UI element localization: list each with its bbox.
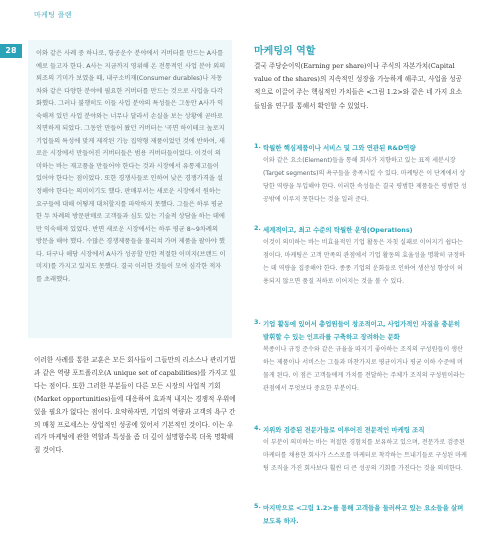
list-item-body: 복종이나 규정 준수와 같은 규율을 따지기 좋아하는 조직의 구성원들이 생산하는 제품이나 서비스는 그들과 마찬가지로 평균이거나 평균 이하 수준에 머물게 된다. 이 점은 고객들에게 가치를 전달하는 주체가 조직의 구성원이라는 관점에서 무엇보다 중요한 부분이다. [263,346,465,392]
list-item-heading: 마지막으로 <그림 1.2>를 통해 고객들을 둘러싸고 있는 요소들을 살펴보도록 하자. [263,504,464,525]
list-item-number: 2. [254,224,261,232]
list-item [254,424,468,476]
top-band [0,0,500,34]
list-item-body: 이것이 의미하는 바는 비효율적인 기업 활동은 자칫 실패로 이어지기 쉽다는 점이다. 마케팅은 고객 만족의 관점에서 기업 활동의 효율성을 명확히 규정하는 데 역량을 집중해야 한다. 종종 기업의 운화들로 인하여 생산성 향상이 허용되지 않으면 품질 저하로 이어지는 것을 볼 수 있다. [263,239,465,285]
list-item-number: 3. [254,318,261,326]
list-item [254,224,468,289]
list-item-heading: 지위와 검증된 전문가들로 이루어진 전문적인 마케팅 조직 [263,426,425,434]
list-item-number: 5. [254,502,261,510]
list-item [254,502,468,528]
list-item-number: 1. [254,142,261,150]
page-number: 28 [0,44,22,58]
case-study-text: 이와 같은 사례 중 하나로, 항공운수 분야에서 커버터를 만드는 A사를 예로 들고자 한다. A사는 지금까지 영위해 온 전통적인 사업 분야 외의 퇴조의 기미가 보였을 때, 내구소비재(Consumer durables)나 자동차와 같은 다양한 분야에 필요한 커버터를 만드는 것으로 사업을 다각화했다. 그러나 불행히도 이들 사업 분야의 특성들은 그동안 A사가 익숙해져 있던 사업 분야와는 너무나 달라서 손실을 보는 상황에 곧바로 직면하게 되었다. 그동안 만들어 왔던 커버터는 '곡면 하이테크 높로지 기업들의 특성에 맞게 제작된 기능 집약형 제품이었던 것에 반하여, 새로운 시장에서 만들어진 커버터들은 범용 커버터들이었다. 이것이 의미하는 바는 재고품을 만들어야 한다는 것과 시장에서 유통제고들이 있어야 한다는 점이었다. 또한 경쟁사들로 인하여 낮은 경쟁가격을 설정해야 한다는 의미이기도 했다. 판매부서는 새로운 시장에서 원하는 요구들에 대해 어떻게 대처할지를 파악하지 못했다. 그들은 하루 평균 한 두 차례의 방문판매로 고객들과 심도 있는 기술적 상담을 하는 데에만 익숙해져 있었다. 반면 새로운 시장에서는 하루 평균 8~9차례의 방문을 해야 했다. 수많은 경쟁제품들을 물리쳐 가며 제품을 팔아야 했다. 더구나 해당 시장에서 A사가 성공할 만한 적절한 이미지(브랜드 이미지)를 가지고 있지도 못했다. 결국 이러한 것들이 모여 심각한 적자를 초래했다. [36,50,226,283]
list-item-body: 이 부분이 의미하는 바는 적절한 경험치를 보유하고 있으며, 전문가로 검증된 마케터를 채용한 회사가 스스로를 마케터로 착각하는 트내기들로 구성된 마케팅 조직을 가진 회사보다 훨씬 더 큰 성공의 기회를 가진다는 것을 의미한다. [263,439,467,472]
intro-paragraph: 결국 주당순이익(Earning per share)이나 주식의 자본가치(Capital value of the shares)의 지속적인 성장을 가능하게 해주고, 사업을 성공적으로 이끌어 주는 핵심적인 가치들은 <그림 1.2>와 같은 네 가지 요소들임을 연구를 통해서 확인할 수 있었다. [254,62,463,110]
body-paragraph-left: 이러한 사례를 통한 교훈은 모든 회사들이 그들만의 리소스나 관리기법과 같은 역량 포트폴리오(A unique set of capabilities)를 가지고 있다는 점이다. 또한 그러한 부분들이 다른 모든 시장의 사업적 기회(Market opportunities)들에 대응하여 효과적 내지는 경쟁적 우위에 있을 필요가 없다는 점이다. 요약하자면, 기업의 역량과 고객의 욕구 간의 매칭 프로세스는 상업적인 성공에 있어서 기본적인 것이다. 이는 우리가 마케팅에 관한 역할과 특성을 좀 더 깊이 설명함수록 더욱 명확해질 것이다. [34,356,236,455]
list-item-body: 이와 같은 요소(Element)들을 통해 회사가 지향하고 있는 표적 세분시장(Target segments)의 욕구들을 충족시킬 수 있다. 마케팅은 이 단계에서 상당한 역량을 투입해야 한다. 이러한 속성들은 결국 평범한 제품들은 평범한 성공밖에 이루지 못한다는 것을 일러 준다. [263,157,467,203]
list-item [254,142,468,207]
section-title: 마케팅의 역할 [254,46,316,57]
list-item-heading: 세계적이고, 최고 수준의 탁월한 운영(Operations) [263,226,413,234]
list-item-number: 4. [254,424,261,432]
list-item-heading: 탁월한 핵심제품이나 서비스 및 그와 연관된 R&D역량 [263,144,416,152]
list-item [254,318,468,396]
running-header: 마케팅 플랜 [34,11,72,19]
list-item-heading: 기업 활동에 있어서 총업원들이 창조적이고, 사업가적인 자질을 충분히 발휘할 수 있는 인프라를 구축하고 장려하는 문화 [263,320,461,341]
